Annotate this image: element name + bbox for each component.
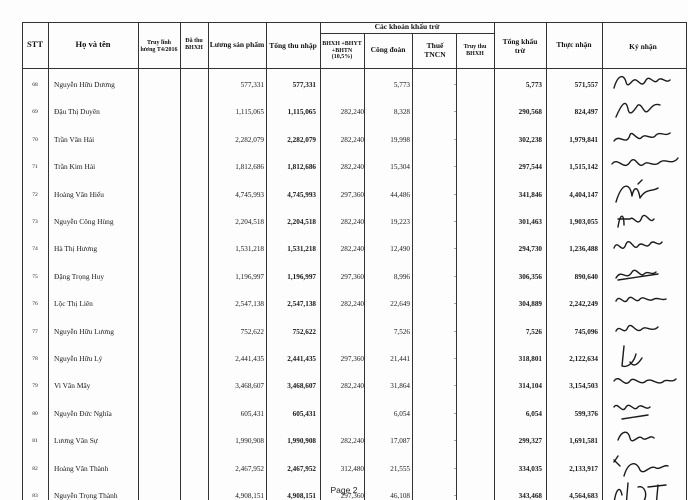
cong-doan-value: 19,998 xyxy=(390,136,410,144)
col-line xyxy=(456,33,457,500)
header-ky-nhan: Ký nhận xyxy=(629,41,657,51)
thuc-nhan-value: 3,154,503 xyxy=(569,382,598,390)
bhxh-value: 282,240 xyxy=(340,108,364,116)
employee-name: Hà Thị Hương xyxy=(54,244,98,253)
luong-san-pham-value: 1,812,686 xyxy=(235,163,264,171)
signature xyxy=(608,95,682,125)
luong-san-pham-value: 605,431 xyxy=(240,410,264,418)
employee-name: Nguyễn Trọng Thành xyxy=(54,491,118,500)
thue-tncn-value: - xyxy=(453,492,456,499)
tong-khau-tru-value: 334,035 xyxy=(518,465,542,473)
luong-san-pham-value: 2,204,518 xyxy=(235,218,264,226)
row-stt: 75 xyxy=(32,274,38,280)
thue-tncn-value: - xyxy=(453,355,456,362)
bhxh-value: 282,240 xyxy=(340,437,364,445)
tong-thu-nhap-value: 4,745,993 xyxy=(287,191,316,199)
col-line xyxy=(494,22,495,500)
thue-tncn-value: - xyxy=(453,245,456,252)
col-line xyxy=(138,22,139,500)
bhxh-value: 282,240 xyxy=(340,382,364,390)
cong-doan-value: 5,773 xyxy=(393,81,410,89)
thue-tncn-value: - xyxy=(453,465,456,472)
tong-khau-tru-value: 314,104 xyxy=(518,382,542,390)
thue-tncn-value: - xyxy=(453,218,456,225)
thue-tncn-value: - xyxy=(453,163,456,170)
row-stt: 72 xyxy=(32,192,38,198)
bhxh-value: 297,360 xyxy=(340,492,364,500)
signature xyxy=(608,369,682,399)
tong-khau-tru-value: 301,463 xyxy=(518,218,542,226)
bhxh-value: 282,240 xyxy=(340,136,364,144)
bhxh-value: 282,240 xyxy=(340,245,364,253)
thuc-nhan-value: 1,515,142 xyxy=(569,163,598,171)
tong-khau-tru-value: 343,468 xyxy=(518,492,542,500)
employee-name: Đặng Trọng Huy xyxy=(54,272,105,281)
cong-doan-value: 17,087 xyxy=(390,437,410,445)
tong-thu-nhap-value: 2,204,518 xyxy=(287,218,316,226)
tong-khau-tru-value: 294,730 xyxy=(518,245,542,253)
signature xyxy=(608,287,682,317)
employee-name: Lương Văn Sự xyxy=(54,436,98,445)
row-stt: 69 xyxy=(32,109,38,115)
row-stt: 73 xyxy=(32,219,38,225)
col-line xyxy=(412,33,413,500)
header-cac-khoan-khau-tru: Các khoản khấu trừ xyxy=(374,22,440,32)
thuc-nhan-value: 571,557 xyxy=(574,81,598,89)
tong-thu-nhap-value: 2,547,138 xyxy=(287,300,316,308)
thuc-nhan-value: 4,564,683 xyxy=(569,492,598,500)
tong-khau-tru-value: 318,801 xyxy=(518,355,542,363)
cong-doan-value: 8,996 xyxy=(393,273,410,281)
table-row xyxy=(0,78,688,92)
col-line xyxy=(364,33,365,500)
tong-thu-nhap-value: 1,531,218 xyxy=(287,245,316,253)
tong-thu-nhap-value: 577,331 xyxy=(292,81,316,89)
tong-thu-nhap-value: 1,990,908 xyxy=(287,437,316,445)
signature xyxy=(608,452,682,482)
row-stt: 81 xyxy=(32,438,38,444)
header-truy-linh: Truy lĩnh lương T4/2016 xyxy=(140,40,178,53)
table-row xyxy=(0,133,688,147)
row-stt: 83 xyxy=(32,493,38,499)
header-thue-tncn: Thuế TNCN xyxy=(424,40,446,59)
employee-name: Lộc Thị Liên xyxy=(54,299,93,308)
luong-san-pham-value: 1,115,065 xyxy=(235,108,264,116)
thue-tncn-value: - xyxy=(453,300,456,307)
luong-san-pham-value: 3,468,607 xyxy=(235,382,264,390)
bhxh-value: 312,480 xyxy=(340,465,364,473)
signature xyxy=(608,150,682,180)
bhxh-value: 297,360 xyxy=(340,355,364,363)
table-row xyxy=(0,215,688,229)
table-row xyxy=(0,105,688,119)
thue-tncn-value: - xyxy=(453,191,456,198)
signature xyxy=(608,342,682,372)
thuc-nhan-value: 2,242,249 xyxy=(569,300,598,308)
row-stt: 70 xyxy=(32,137,38,143)
cong-doan-value: 7,526 xyxy=(393,328,410,336)
signature xyxy=(608,68,682,98)
thue-tncn-value: - xyxy=(453,328,456,335)
thuc-nhan-value: 1,236,488 xyxy=(569,245,598,253)
page-number: Page 2 xyxy=(330,485,358,495)
row-stt: 78 xyxy=(32,356,38,362)
cong-doan-value: 12,490 xyxy=(390,245,410,253)
table-row xyxy=(0,462,688,476)
row-stt: 68 xyxy=(32,82,38,88)
bhxh-value: 297,360 xyxy=(340,273,364,281)
table-row xyxy=(0,352,688,366)
table-row xyxy=(0,379,688,393)
tong-thu-nhap-value: 1,196,997 xyxy=(287,273,316,281)
luong-san-pham-value: 2,547,138 xyxy=(235,300,264,308)
employee-name: Nguyễn Hữu Lý xyxy=(54,354,103,363)
row-stt: 74 xyxy=(32,246,38,252)
table-row xyxy=(0,242,688,256)
tong-thu-nhap-value: 605,431 xyxy=(292,410,316,418)
signature xyxy=(608,397,682,427)
thue-tncn-value: - xyxy=(453,273,456,280)
cong-doan-value: 8,328 xyxy=(393,108,410,116)
header-truy-thu-bhxh: Truy thu BHXH xyxy=(463,43,487,57)
tong-khau-tru-value: 299,327 xyxy=(518,437,542,445)
signature xyxy=(608,479,682,500)
thuc-nhan-value: 824,497 xyxy=(574,108,598,116)
cong-doan-value: 31,864 xyxy=(390,382,410,390)
table-row xyxy=(0,270,688,284)
table-row xyxy=(0,407,688,421)
cong-doan-value: 19,223 xyxy=(390,218,410,226)
col-line xyxy=(48,22,49,500)
tong-thu-nhap-value: 4,908,151 xyxy=(287,492,316,500)
employee-name: Trần Văn Hải xyxy=(54,135,95,144)
col-line xyxy=(180,22,181,500)
table-row xyxy=(0,188,688,202)
thuc-nhan-value: 599,376 xyxy=(574,410,598,418)
bhxh-value: 297,360 xyxy=(340,191,364,199)
tong-khau-tru-value: 290,568 xyxy=(518,108,542,116)
col-line xyxy=(602,22,603,500)
cong-doan-value: 21,441 xyxy=(390,355,410,363)
thue-tncn-value: - xyxy=(453,382,456,389)
col-line xyxy=(546,22,547,500)
signature xyxy=(608,315,682,345)
tong-thu-nhap-value: 752,622 xyxy=(292,328,316,336)
luong-san-pham-value: 1,196,997 xyxy=(235,273,264,281)
header-da-thu-bhxh: Đã thu BHXH xyxy=(185,38,203,51)
table-row xyxy=(0,325,688,339)
col-line xyxy=(320,22,321,500)
header-cong-doan: Công đoàn xyxy=(370,45,406,55)
col-line xyxy=(266,22,267,500)
luong-san-pham-value: 4,745,993 xyxy=(235,191,264,199)
tong-khau-tru-value: 5,773 xyxy=(525,81,542,89)
signature xyxy=(608,205,682,235)
employee-name: Trần Kim Hải xyxy=(54,162,96,171)
employee-name: Hoàng Văn Hiếu xyxy=(54,190,104,199)
employee-name: Hoàng Văn Thành xyxy=(54,464,109,473)
header-luong-san-pham: Lương sản phẩm xyxy=(209,39,265,49)
thuc-nhan-value: 2,133,917 xyxy=(569,465,598,473)
tong-khau-tru-value: 7,526 xyxy=(525,328,542,336)
employee-name: Đậu Thị Duyên xyxy=(54,107,100,116)
tong-khau-tru-value: 306,356 xyxy=(518,273,542,281)
luong-san-pham-value: 1,990,908 xyxy=(235,437,264,445)
thue-tncn-value: - xyxy=(453,108,456,115)
header-stt: STT xyxy=(26,39,44,50)
thuc-nhan-value: 890,640 xyxy=(574,273,598,281)
col-line xyxy=(686,22,687,500)
thue-tncn-value: - xyxy=(453,437,456,444)
col-line xyxy=(208,22,209,500)
row-stt: 76 xyxy=(32,301,38,307)
cong-doan-value: 22,649 xyxy=(390,300,410,308)
signature xyxy=(608,178,682,208)
luong-san-pham-value: 2,282,079 xyxy=(235,136,264,144)
tong-khau-tru-value: 297,544 xyxy=(518,163,542,171)
thuc-nhan-value: 745,096 xyxy=(574,328,598,336)
row-stt: 71 xyxy=(32,164,38,170)
employee-name: Nguyễn Hữu Lương xyxy=(54,327,114,336)
header-bottom-border xyxy=(22,68,686,69)
header-tong-khau-tru: Tổng khấu trừ xyxy=(502,37,538,55)
header-bhxh: BHXH +BHYT +BHTN (10,5%) xyxy=(322,40,362,61)
signature xyxy=(608,424,682,454)
thuc-nhan-value: 1,691,581 xyxy=(569,437,598,445)
luong-san-pham-value: 2,441,435 xyxy=(235,355,264,363)
tong-thu-nhap-value: 3,468,607 xyxy=(287,382,316,390)
employee-name: Nguyễn Công Hùng xyxy=(54,217,114,226)
table-row xyxy=(0,297,688,311)
luong-san-pham-value: 752,622 xyxy=(240,328,264,336)
luong-san-pham-value: 577,331 xyxy=(240,81,264,89)
thuc-nhan-value: 2,122,634 xyxy=(569,355,598,363)
tong-thu-nhap-value: 1,812,686 xyxy=(287,163,316,171)
row-stt: 79 xyxy=(32,383,38,389)
tong-thu-nhap-value: 2,467,952 xyxy=(287,465,316,473)
tong-khau-tru-value: 341,846 xyxy=(518,191,542,199)
employee-name: Vi Văn Mây xyxy=(54,381,91,390)
cong-doan-value: 44,486 xyxy=(390,191,410,199)
cong-doan-value: 46,108 xyxy=(390,492,410,500)
thue-tncn-value: - xyxy=(453,81,456,88)
bhxh-value: 282,240 xyxy=(340,163,364,171)
employee-name: Nguyễn Hữu Dương xyxy=(54,80,115,89)
thuc-nhan-value: 1,979,841 xyxy=(569,136,598,144)
header-thuc-nhan: Thực nhận xyxy=(556,39,592,49)
row-stt: 82 xyxy=(32,466,38,472)
thue-tncn-value: - xyxy=(453,136,456,143)
thue-tncn-value: - xyxy=(453,410,456,417)
cong-doan-value: 6,054 xyxy=(393,410,410,418)
signature xyxy=(608,123,682,153)
tong-khau-tru-value: 304,889 xyxy=(518,300,542,308)
luong-san-pham-value: 2,467,952 xyxy=(235,465,264,473)
table-row xyxy=(0,434,688,448)
bhxh-value: 282,240 xyxy=(340,300,364,308)
bhxh-value xyxy=(320,78,364,92)
tong-thu-nhap-value: 2,282,079 xyxy=(287,136,316,144)
tong-khau-tru-value: 302,238 xyxy=(518,136,542,144)
tong-thu-nhap-value: 1,115,065 xyxy=(287,108,316,116)
thuc-nhan-value: 4,404,147 xyxy=(569,191,598,199)
cong-doan-value: 15,304 xyxy=(390,163,410,171)
tong-thu-nhap-value: 2,441,435 xyxy=(287,355,316,363)
row-stt: 77 xyxy=(32,329,38,335)
signature xyxy=(608,232,682,262)
thuc-nhan-value: 1,903,055 xyxy=(569,218,598,226)
luong-san-pham-value: 4,908,151 xyxy=(235,492,264,500)
bhxh-value: 282,240 xyxy=(340,218,364,226)
signature xyxy=(608,260,682,290)
luong-san-pham-value: 1,531,218 xyxy=(235,245,264,253)
employee-name: Nguyễn Đức Nghĩa xyxy=(54,409,112,418)
header-tong-thu-nhap: Tổng thu nhập xyxy=(269,40,317,50)
bhxh-value xyxy=(320,407,364,421)
tong-khau-tru-value: 6,054 xyxy=(525,410,542,418)
col-line xyxy=(22,22,23,500)
cong-doan-value: 21,555 xyxy=(390,465,410,473)
row-stt: 80 xyxy=(32,411,38,417)
bhxh-value xyxy=(320,325,364,339)
table-row xyxy=(0,160,688,174)
header-name: Họ và tên xyxy=(75,39,111,50)
